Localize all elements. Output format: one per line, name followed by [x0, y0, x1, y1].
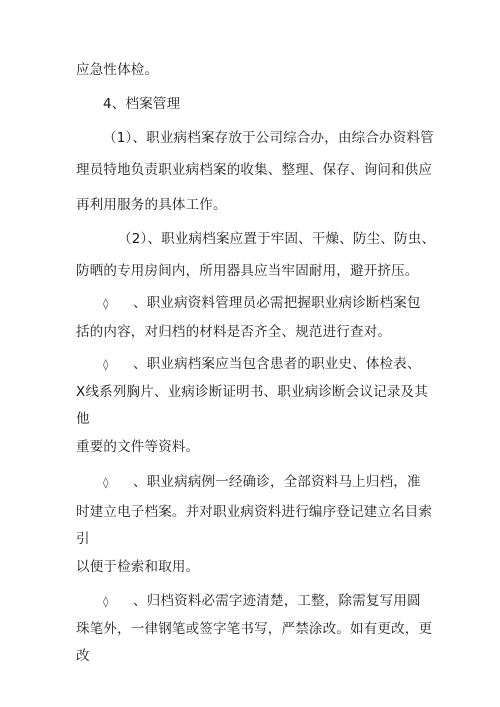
bullet-icon: ◊	[103, 358, 109, 371]
paragraph-line: （2）、职业病档案应置于牢固、干燥、防尘、防虫、	[118, 231, 436, 247]
section-heading: 4、档案管理	[103, 96, 181, 112]
paragraph-line: 时建立电子档案。并对职业病资料进行编序登记建立名目索	[76, 504, 433, 520]
paragraph-line: （1）、职业病档案存放于公司综合办，由综合办资料管	[103, 130, 434, 146]
bullet-icon: ◊	[103, 297, 109, 310]
paragraph-line: 重要的文件等资料。	[76, 439, 200, 455]
bullet-item	[103, 473, 421, 492]
bullet-icon: ◊	[103, 595, 109, 608]
paragraph-line: 再利用服务的具体工作。	[76, 197, 227, 213]
paragraph-line: 括的内容，对归档的材料是否齐全、规范进行查对。	[76, 324, 392, 340]
bullet-item	[103, 355, 421, 374]
bullet-item	[103, 592, 421, 611]
paragraph-line: 以便于检索和取用。	[76, 559, 200, 575]
paragraph-line: 防晒的专用房间内，所用器具应当牢固耐用，避开挤压。	[76, 263, 419, 279]
paragraph-line: 他	[76, 411, 90, 427]
paragraph-line: 理员特地负责职业病档案的收集、整理、保存、询问和供应	[76, 162, 433, 178]
paragraph-line: 珠笔外，一律钢笔或签字笔书写，严禁涂改。如有更改，更	[76, 621, 433, 637]
paragraph-line: 应急性体检。	[76, 62, 159, 78]
bullet-icon: ◊	[103, 476, 109, 489]
bullet-item	[103, 294, 421, 313]
bullet-text: 、职业病资料管理员必需把握职业病诊断档案包	[133, 295, 421, 311]
bullet-text: 、职业病病例一经确诊，全部资料马上归档，准	[133, 474, 421, 490]
paragraph-line: 改	[76, 648, 90, 664]
paragraph-line: X线系列胸片、业病诊断证明书、职业病诊断会议记录及其	[76, 384, 428, 400]
bullet-text: 、职业病档案应当包含患者的职业史、体检表、	[133, 356, 421, 372]
bullet-text: 、归档资料必需字迹清楚，工整，除需复写用圆	[133, 593, 421, 609]
paragraph-line: 引	[76, 531, 90, 547]
